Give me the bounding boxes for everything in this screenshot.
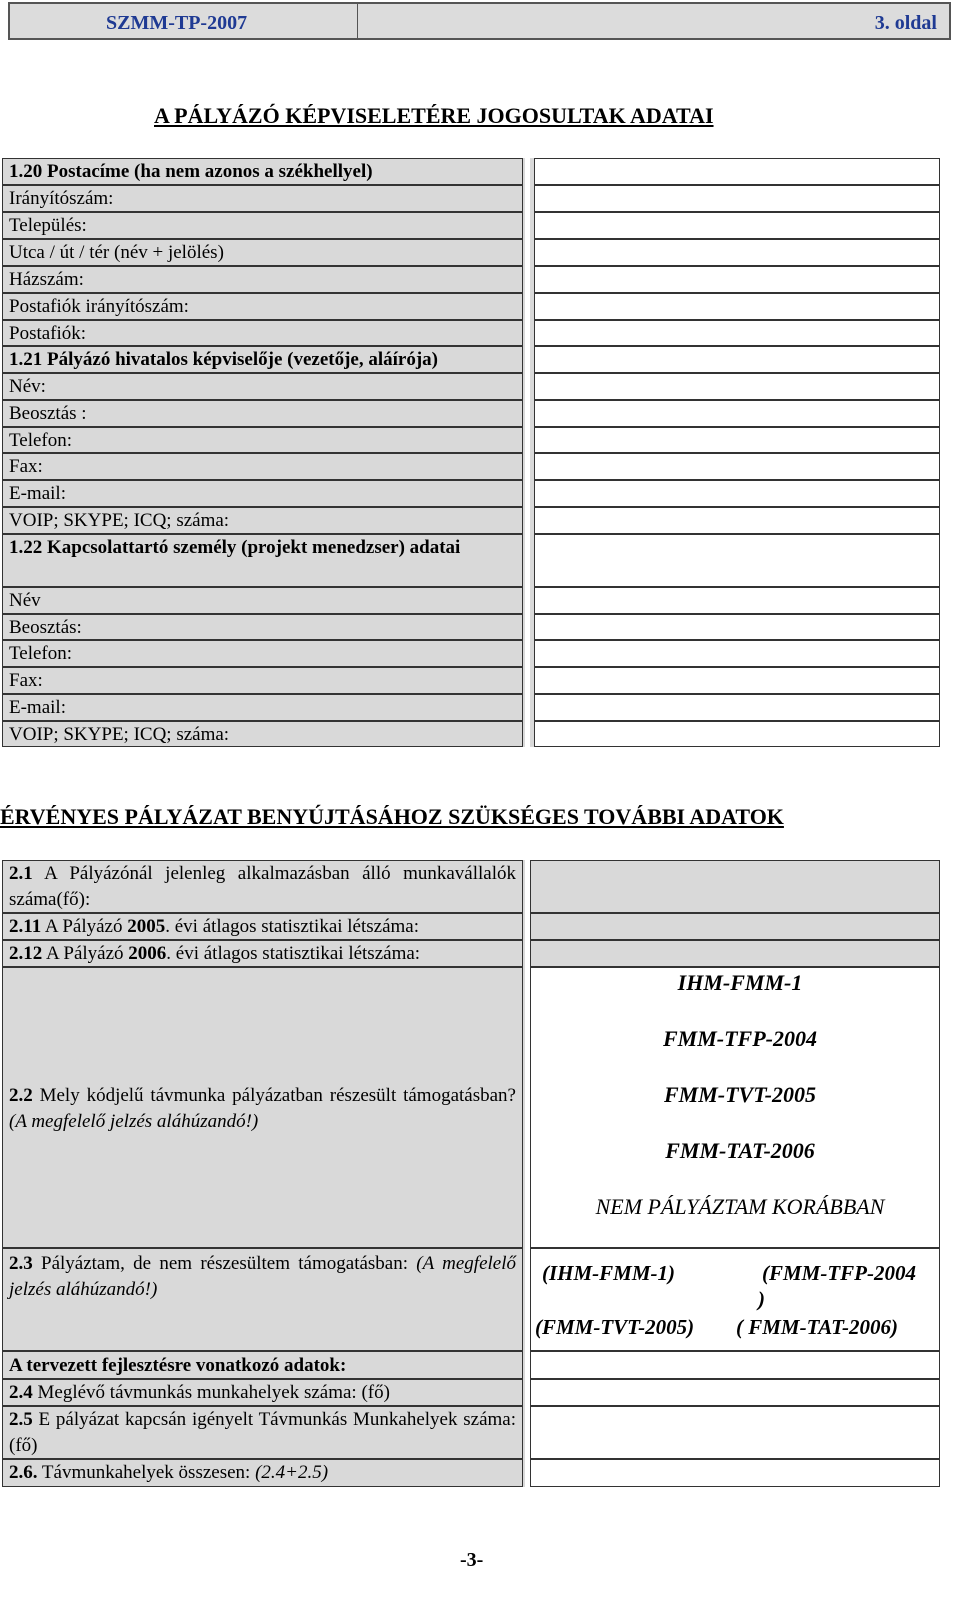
row-street: Utca / út / tér (név + jelölés): [2, 239, 523, 266]
row-2-11-text-b: . évi átlagos statisztikai létszáma:: [165, 916, 420, 937]
option-ihm-fmm-1[interactable]: IHM-FMM-1: [677, 970, 803, 995]
page-label: 3. oldal: [874, 12, 937, 34]
row-2-5-text: E pályázat kapcsán igényelt Távmunkás Munkahelyek száma: (fő): [9, 1409, 516, 1456]
option2-fmm-tfp-2004[interactable]: (FMM-TFP-2004: [762, 1261, 916, 1285]
row-2-6-number: 2.6.: [9, 1462, 38, 1483]
option-fmm-tat-2006[interactable]: FMM-TAT-2006: [665, 1138, 815, 1163]
section1-title: A PÁLYÁZÓ KÉPVISELETÉRE JOGOSULTAK ADATAI: [154, 103, 714, 128]
row-2-4-text: Meglévő távmunkás munkahelyek száma: (fő): [32, 1382, 390, 1403]
field-postal-address[interactable]: [534, 158, 940, 185]
page-number: -3-: [460, 1549, 484, 1571]
field-contact-email[interactable]: [534, 694, 940, 721]
row-2-1-text: A Pályázónál jelenleg alkalmazásban álló munkavállalók száma(fő):: [9, 863, 516, 910]
row-development-heading: A tervezett fejlesztésre vonatkozó adatok:: [2, 1351, 523, 1379]
row-2-1: [2, 860, 523, 913]
row-rep-fax: Fax:: [2, 453, 523, 480]
field-pobox[interactable]: [534, 320, 940, 346]
row-house-number: Házszám:: [2, 266, 523, 293]
field-rep-phone[interactable]: [534, 427, 940, 453]
row-representative-heading: 1.21 Pályázó hivatalos képviselője (vezetője, aláírója): [2, 346, 523, 373]
page-header: [8, 2, 951, 40]
row-2-11-number: 2.11: [9, 916, 42, 937]
row-2-12-number: 2.12: [9, 943, 43, 964]
row-contact-name: Név: [2, 587, 523, 614]
option2-ihm-fmm-1[interactable]: (IHM-FMM-1): [542, 1261, 676, 1285]
row-2-2-note: (A megfelelő jelzés aláhúzandó!): [9, 1111, 259, 1132]
row-rep-position: Beosztás :: [2, 400, 523, 427]
row-2-6-text: Távmunkahelyek összesen:: [37, 1462, 256, 1483]
row-pobox-postal-code: Postafiók irányítószám:: [2, 293, 523, 320]
field-2-4[interactable]: [530, 1379, 940, 1406]
row-2-6: [2, 1459, 523, 1487]
field-2-1[interactable]: [530, 860, 940, 913]
row-2-12-year: 2006: [128, 943, 167, 964]
row-2-3-number: 2.3: [9, 1253, 33, 1274]
field-2-11[interactable]: [530, 913, 940, 940]
field-contact-voip[interactable]: [534, 721, 940, 747]
row-2-12-text-a: A Pályázó: [42, 943, 129, 964]
row-2-11-year: 2005: [127, 916, 166, 937]
row-contact-voip: VOIP; SKYPE; ICQ; száma:: [2, 721, 523, 747]
field-rep-fax[interactable]: [534, 453, 940, 480]
row-rep-voip: VOIP; SKYPE; ICQ; száma:: [2, 507, 523, 534]
row-contact-fax: Fax:: [2, 667, 523, 694]
option2-fmm-tat-2006[interactable]: ( FMM-TAT-2006): [736, 1315, 898, 1339]
row-2-5-number: 2.5: [9, 1409, 33, 1430]
field-rep-position[interactable]: [534, 400, 940, 427]
field-pobox-postal-code[interactable]: [534, 293, 940, 320]
row-2-12-text-b: . évi átlagos statisztikai létszáma:: [166, 943, 421, 964]
field-house-number[interactable]: [534, 266, 940, 293]
row-2-3-note: (A megfelelő jelzés aláhúzandó!): [9, 1253, 516, 1300]
field-2-5[interactable]: [530, 1406, 940, 1459]
field-contact-position[interactable]: [534, 614, 940, 640]
field-2-6[interactable]: [530, 1459, 940, 1487]
field-street[interactable]: [534, 239, 940, 266]
row-contact-phone: Telefon:: [2, 640, 523, 667]
row-postal-code: Irányítószám:: [2, 185, 523, 212]
field-representative[interactable]: [534, 346, 940, 373]
row-postal-address-heading: 1.20 Postacíme (ha nem azonos a székhellyel): [2, 158, 523, 185]
field-city[interactable]: [534, 212, 940, 239]
row-contact-position: Beosztás:: [2, 614, 523, 640]
option-fmm-tfp-2004[interactable]: FMM-TFP-2004: [663, 1026, 817, 1051]
row-2-2: [2, 967, 523, 1248]
row-city: Település:: [2, 212, 523, 239]
row-contact-heading: 1.22 Kapcsolattartó személy (projekt menedzser) adatai: [2, 534, 523, 587]
field-postal-code[interactable]: [534, 185, 940, 212]
row-2-3-text: Pályáztam, de nem részesültem támogatásban:: [32, 1253, 417, 1274]
row-2-6-formula: (2.4+2.5): [255, 1462, 329, 1483]
option2-fmm-tvt-2005[interactable]: (FMM-TVT-2005): [535, 1315, 695, 1339]
row-rep-email: E-mail:: [2, 480, 523, 507]
field-2-12[interactable]: [530, 940, 940, 967]
field-contact-phone[interactable]: [534, 640, 940, 667]
row-2-2-number: 2.2: [9, 1085, 33, 1106]
row-pobox: Postafiók:: [2, 320, 523, 346]
field-contact-fax[interactable]: [534, 667, 940, 694]
row-2-5: [2, 1406, 523, 1459]
row-rep-name: Név:: [2, 373, 523, 400]
field-rep-email[interactable]: [534, 480, 940, 507]
section2-title: ÉRVÉNYES PÁLYÁZAT BENYÚJTÁSÁHOZ SZÜKSÉGES TOVÁBBI ADATOK: [0, 804, 784, 829]
row-2-12: [2, 940, 523, 967]
field-contact[interactable]: [534, 534, 940, 587]
field-rep-name[interactable]: [534, 373, 940, 400]
option-not-applied[interactable]: NEM PÁLYÁZTAM KORÁBBAN: [595, 1194, 885, 1219]
row-rep-phone: Telefon:: [2, 427, 523, 453]
document-code: SZMM-TP-2007: [106, 12, 248, 34]
row-2-11: [2, 913, 523, 940]
row-2-2-text: Mely kódjelű távmunka pályázatban részesült támogatásban?: [32, 1085, 516, 1106]
option-fmm-tvt-2005[interactable]: FMM-TVT-2005: [664, 1082, 816, 1107]
row-2-11-text-a: A Pályázó: [41, 916, 128, 937]
row-2-3: [2, 1248, 523, 1351]
field-contact-name[interactable]: [534, 587, 940, 614]
field-development: [530, 1351, 940, 1379]
option2-fmm-tfp-2004-close: ): [758, 1287, 765, 1311]
row-2-1-number: 2.1: [9, 863, 33, 884]
row-contact-email: E-mail:: [2, 694, 523, 721]
row-2-4: [2, 1379, 523, 1406]
field-rep-voip[interactable]: [534, 507, 940, 534]
row-2-4-number: 2.4: [9, 1382, 33, 1403]
